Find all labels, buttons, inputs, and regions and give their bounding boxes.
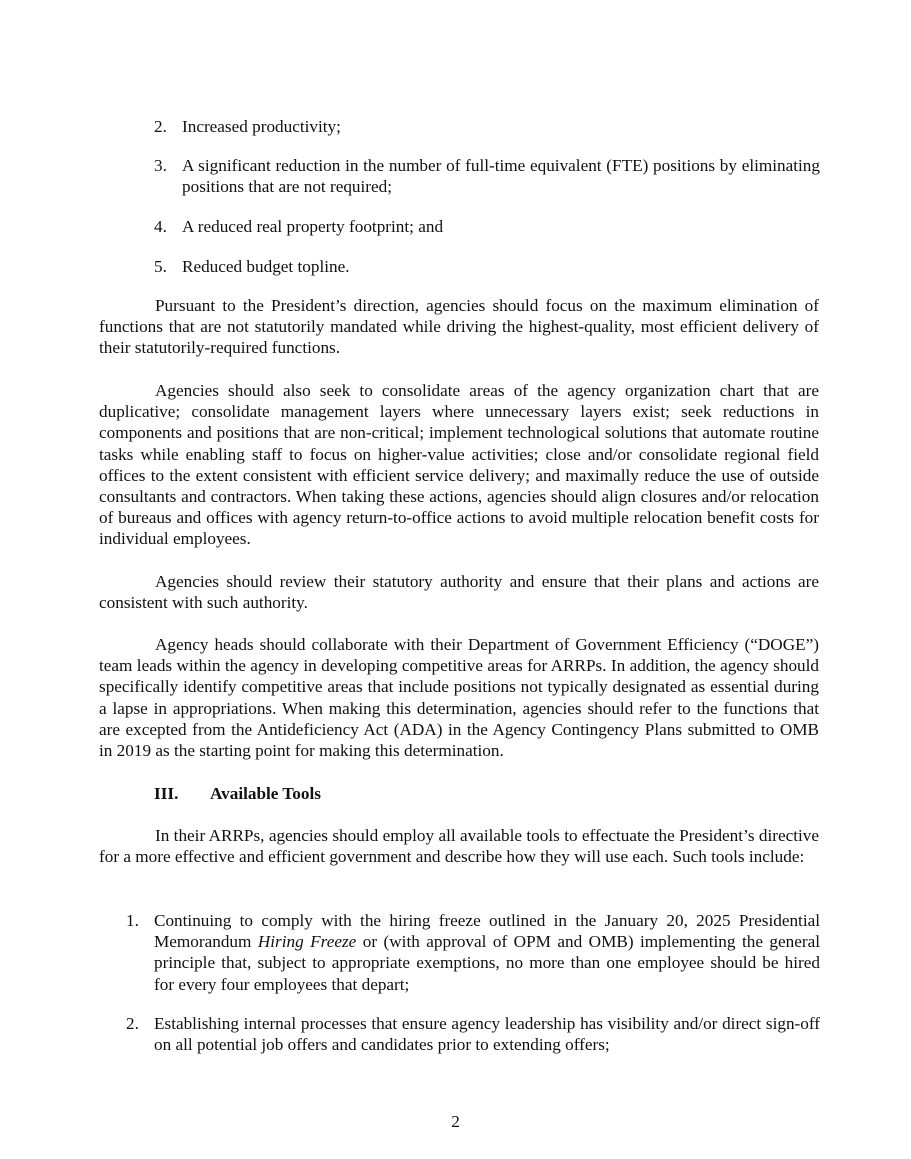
- list-number: 2.: [126, 1014, 139, 1033]
- section-heading: [154, 783, 321, 804]
- list-text: A reduced real property footprint; and: [182, 217, 444, 236]
- list-text: Reduced budget topline.: [182, 257, 350, 276]
- list-text: [154, 910, 820, 995]
- list-text: Establishing internal processes that ensure agency leadership has visibility and/or direct sign-off on all potential job offers and candidates prior to extending offers;: [154, 1014, 820, 1055]
- list-number: 5.: [154, 257, 167, 276]
- list-item: [154, 116, 820, 137]
- list-text: Increased productivity;: [182, 117, 341, 136]
- list-item: [154, 256, 820, 277]
- tool-list-item: [126, 1013, 820, 1055]
- list-number: 2.: [154, 117, 167, 136]
- tool-text-after: or (with approval of OPM and OMB) implementing the general principle that, subject to appropriate exemptions, no more than one employee should be hired for every four employees that depart;: [154, 932, 820, 994]
- tool-list-item: [126, 910, 820, 995]
- list-number: 1.: [126, 911, 139, 930]
- page-number: 2: [451, 1112, 460, 1131]
- list-number: 4.: [154, 217, 167, 236]
- list-item: [154, 216, 820, 237]
- body-paragraph: Agency heads should collaborate with their Department of Government Efficiency (“DOGE”) team leads within the agency in developing competitive areas for ARRPs. In addition, the agency should specifically identify competitive areas that include positions not typically designated as essential during a lapse in appropriations. When making this determination, agencies should refer to the functions that are excepted from the Antideficiency Act (ADA) in the Agency Contingency Plans submitted to OMB in 2019 as the starting point for making this determination.: [99, 635, 819, 761]
- list-text: A significant reduction in the number of full-time equivalent (FTE) positions by eliminating positions that are not required;: [182, 156, 820, 197]
- list-number: 3.: [154, 156, 167, 175]
- tool-text-before: Continuing to comply with the hiring freeze outlined in the January 20, 2025 Presidential Memorandum: [154, 911, 820, 952]
- tools-intro-paragraph: In their ARRPs, agencies should employ all available tools to effectuate the President’s directive for a more effective and efficient government and describe how they will use each. Such tools include:: [99, 826, 819, 867]
- body-paragraph: Agencies should review their statutory authority and ensure that their plans and actions are consistent with such authority.: [99, 572, 819, 613]
- section-number: III.: [154, 784, 179, 803]
- memorandum-title: Hiring Freeze: [257, 932, 357, 952]
- body-paragraph: Pursuant to the President’s direction, agencies should focus on the maximum elimination of functions that are not statutorily mandated while driving the highest-quality, most efficient delivery of their statutorily-required functions.: [99, 296, 819, 358]
- section-title: Available Tools: [210, 784, 321, 803]
- body-paragraph: Agencies should also seek to consolidate areas of the agency organization chart that are duplicative; consolidate management layers where unnecessary layers exist; seek reductions in components and positions that are non-critical; implement technological solutions that automate routine tasks while enabling staff to focus on higher-value activities; close and/or consolidate regional field offices to the extent consistent with efficient service delivery; and maximally reduce the use of outside consultants and contractors. When taking these actions, agencies should align closures and/or relocation of bureaus and offices with agency return-to-office actions to avoid multiple relocation benefit costs for individual employees.: [99, 381, 819, 549]
- list-item: [154, 155, 820, 197]
